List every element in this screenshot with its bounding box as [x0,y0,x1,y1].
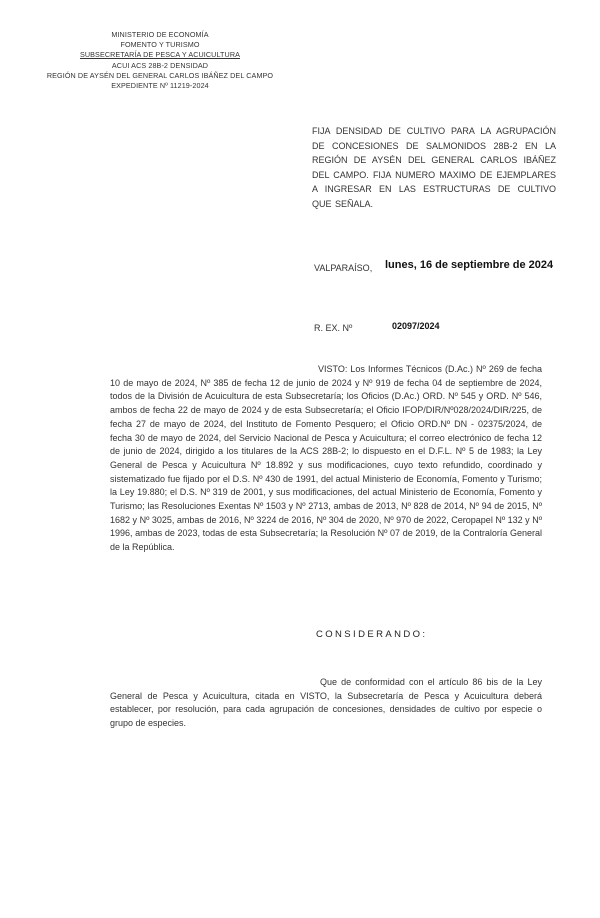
document-header [40,30,280,91]
header-subsecretaria: SUBSECRETARÍA DE PESCA Y ACUICULTURA [79,50,241,60]
visto-paragraph: VISTO: Los Informes Técnicos (D.Ac.) Nº 269 de fecha 10 de mayo de 2024, Nº 385 de fecha 12 de junio de 2024 y Nº 919 de fecha 04 de septiembre de 2024, todos de la División de Acuicultura de esta Subsecretaría; los Oficios (D.Ac.) ORD. Nº 545 y ORD. Nº 546, ambos de fecha 22 de mayo de 2024 y de esta Subsecretaría; el Oficio IFOP/DIR/Nº028/2024/DIR/225, de fecha 27 de mayo de 2024, del Instituto de Fomento Pesquero; el Oficio ORD.Nº DN - 02375/2024, de fecha 30 de mayo de 2024, del Servicio Nacional de Pesca y Acuicultura; el correo electrónico de fecha 12 de junio de 2024, dirigido a los titulares de la ACS 28B-2; lo dispuesto en el D.F.L. Nº 5 de 1983; la Ley General de Pesca y Acuicultura Nº 18.892 y sus modificaciones, cuyo texto refundido, coordinado y sistematizado fue fijado por el D.S. Nº 430 de 1991, del actual Ministerio de Economía, Fomento y Turismo; la Ley 19.880; el D.S. Nº 319 de 2001, y sus modificaciones, del actual Ministerio de Economía, Fomento y Turismo; las Resoluciones Exentas Nº 1503 y Nº 2713, ambas de 2013, Nº 828 de 2014, Nº 94 de 2015, Nº 1682 y Nº 3025, ambas de 2016, Nº 3224 de 2016, Nº 304 de 2020, Nº 970 de 2022, Ceropapel Nº 132 y Nº 1996, ambas de 2023, todas de esta Subsecretaría; la Resolución Nº 07 de 2019, de la Contraloría General de la República. [110,364,542,553]
resolution-number: 02097/2024 [392,321,440,331]
place-label: VALPARAÍSO, [314,263,373,273]
header-region: REGIÓN DE AYSÉN DEL GENERAL CARLOS IBÁÑEZ DEL CAMPO [46,70,274,80]
header-expediente: EXPEDIENTE Nº 11219-2024 [111,81,209,91]
resolution-number-label: R. EX. Nº [314,323,353,333]
header-ministry-sub: FOMENTO Y TURISMO [120,40,200,50]
considerando-paragraph: Que de conformidad con el artículo 86 bis de la Ley General de Pesca y Acuicultura, citada en VISTO, la Subsecretaría de Pesca y Acuicultura deberá establecer, por resolución, para cada agrupación de concesiones, densidades de cultivo por especie o grupo de especies. [110,677,542,729]
resolution-title: FIJA DENSIDAD DE CULTIVO PARA LA AGRUPACIÓN DE CONCESIONES DE SALMONIDOS 28B-2 EN LA REGIÓN DE AYSÉN DEL GENERAL CARLOS IBÁÑEZ DEL CAMPO. FIJA NUMERO MAXIMO DE EJEMPLARES A INGRESAR EN LAS ESTRUCTURAS DE CULTIVO QUE SEÑALA. [312,126,556,209]
header-ministry: MINISTERIO DE ECONOMÍA [111,30,209,39]
resolution-date: lunes, 16 de septiembre de 2024 [385,259,554,271]
header-reference: ACUI ACS 28B-2 DENSIDAD [111,60,209,70]
considerando-heading: CONSIDERANDO: [316,629,428,640]
